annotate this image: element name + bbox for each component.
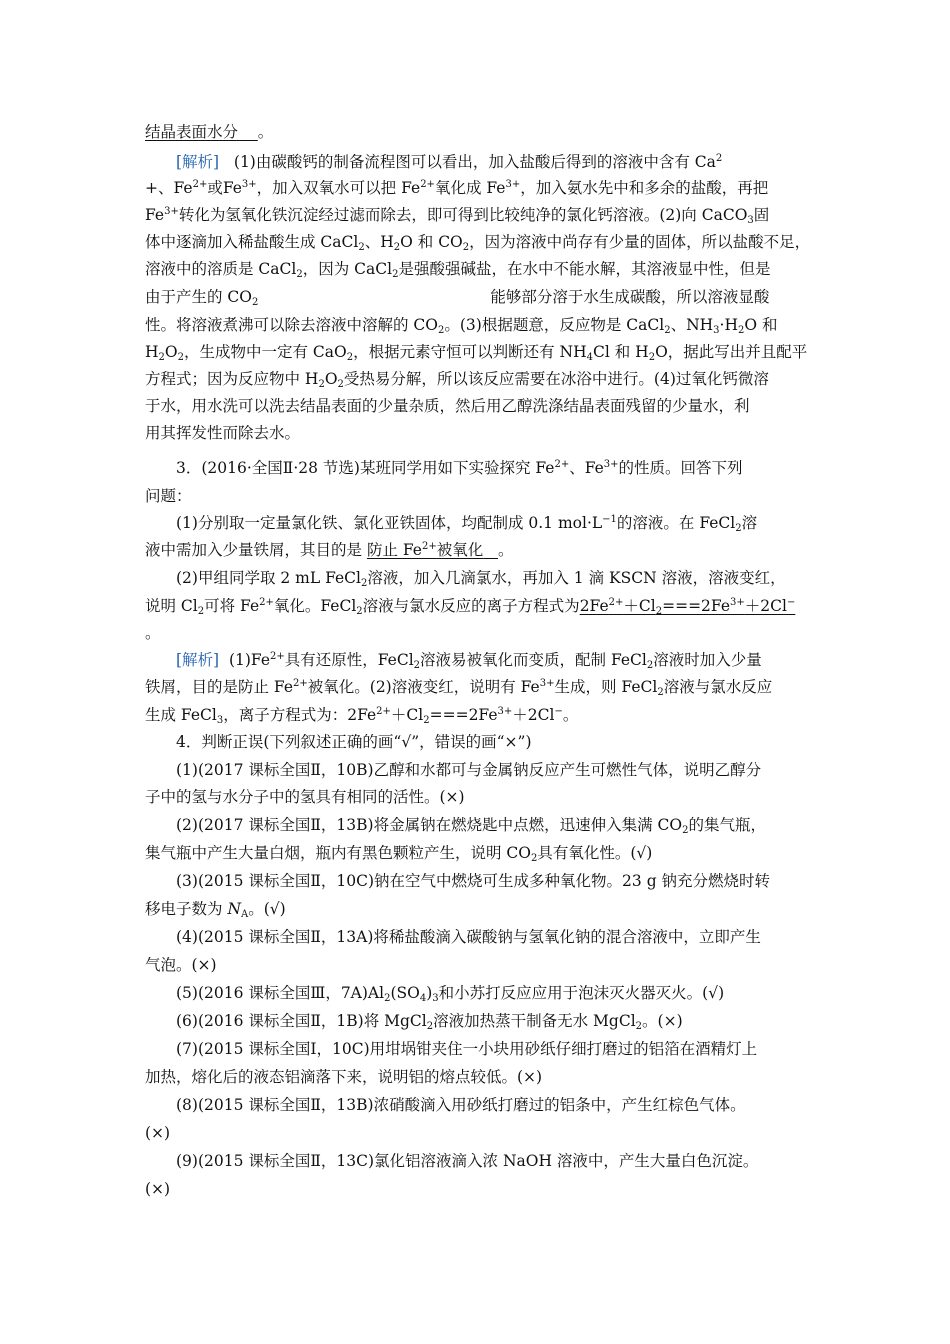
judgement-item: (9)(2015 课标全国Ⅱ，13C)氯化铝溶液滴入浓 NaOH 溶液中，产生大量白色沉淀。 — [176, 1152, 759, 1170]
analysis-line: 方程式；因为反应物中 $H_2O_2$受热易分解，所以该反应需要在冰浴中进行。(4)过氧化钙微溶 — [145, 370, 769, 390]
judgement-item: (3)(2015 课标全国Ⅱ，10C)钠在空气中燃烧可生成多种氧化物。23 g 钠充分燃烧时转 — [176, 872, 771, 890]
analysis-line: $Fe^{3+}$转化为氢氧化铁沉淀经过滤而除去，即可得到比较纯净的氯化钙溶液。(2)向 CaCO$_3$固 — [145, 206, 770, 226]
question-line: 问题： — [145, 487, 192, 505]
judgement-item: 子中的氢与水分子中的氢具有相同的活性。(×) — [145, 788, 465, 806]
analysis-tag: [解析] — [176, 153, 220, 171]
judgement-item: (7)(2015 课标全国Ⅰ，10C)用坩埚钳夹住一小块用砂纸仔细打磨过的铝箔在酒精灯上 — [176, 1040, 758, 1058]
judgement-item: (2)(2017 课标全国Ⅱ，13B)将金属钠在燃烧匙中点燃，迅速伸入集满 $CO_2$的集气瓶， — [176, 816, 766, 836]
question-title: 4．判断正误(下列叙述正确的画“√”，错误的画“×”) — [176, 733, 532, 751]
answer-blank: 防止 $Fe^{2+}$被氧化 — [366, 541, 484, 559]
analysis-line: 于水，用水洗可以洗去结晶表面的少量杂质，然后用乙醇洗涤结晶表面残留的少量水，利 — [145, 397, 750, 415]
judgement-item: (1)(2017 课标全国Ⅱ，10B)乙醇和水都可与金属钠反应产生可燃性气体，说明乙醇分 — [176, 761, 762, 779]
judgement-item: 气泡。(×) — [145, 956, 217, 974]
answer-blank: $2Fe^{2+}+Cl_2===2Fe^{3+}+2Cl^-$ — [579, 597, 796, 617]
judgement-item: (8)(2015 课标全国Ⅱ，13B)浓硝酸滴入用砂纸打磨过的铝条中，产生红棕色气体。 — [176, 1096, 746, 1114]
answer-blank: 结晶表面水分 — [145, 123, 239, 141]
judgement-item: (×) — [145, 1180, 171, 1198]
judgement-item: 加热，熔化后的液态铝滴落下来，说明铝的熔点较低。(×) — [145, 1068, 543, 1086]
question-line: (2)甲组同学取 2 mL FeCl$_2$溶液，加入几滴氯水，再加入 1 滴 KSCN 溶液，溶液变红， — [176, 569, 786, 589]
analysis-line: 溶液中的溶质是 CaCl$_2$，因为 CaCl$_2$是强酸强碱盐，在水中不能水解，其溶液显中性，但是 — [145, 260, 771, 280]
analysis-line: 由于产生的 $CO_2$ 能够部分溶于水生成碳酸，所以溶液显酸 — [145, 288, 770, 308]
analysis-line: 性。将溶液煮沸可以除去溶液中溶解的 $CO_2$。(3)根据题意，反应物是 CaCl$_2$、$NH_3\cdot H_2O$ 和 — [145, 316, 778, 336]
judgement-item: 集气瓶中产生大量白烟，瓶内有黑色颗粒产生，说明 $CO_2$具有氧化性。(√) — [145, 844, 653, 864]
question-line: 液中需加入少量铁屑，其目的是 防止 $Fe^{2+}$被氧化 。 — [145, 541, 514, 559]
analysis-line: 生成 FeCl$_3$，离子方程式为：$2Fe^{2+}+Cl_2===2Fe^{3+}+2Cl^-$。 — [145, 706, 579, 726]
judgement-item: (4)(2015 课标全国Ⅱ，13A)将稀盐酸滴入碳酸钠与氢氧化钠的混合溶液中，立即产生 — [176, 928, 761, 946]
analysis-line: +、$Fe^{2+}$或$Fe^{3+}$，加入双氧水可以把 $Fe^{2+}$氧化成 $Fe^{3+}$，加入氨水先中和多余的盐酸，再把 — [145, 179, 769, 197]
analysis-line: [解析] (1)由碳酸钙的制备流程图可以看出，加入盐酸后得到的溶液中含有 Ca$^2$ — [176, 153, 723, 171]
analysis-line: $H_2O_2$，生成物中一定有 CaO$_2$，根据元素守恒可以判断还有 $NH_4Cl$ 和 $H_2O$，据此写出并且配平 — [145, 343, 808, 363]
question-line: 3．(2016·全国Ⅱ·28 节选)某班同学用如下实验探究 $Fe^{2+}$、$Fe^{3+}$的性质。回答下列 — [176, 459, 743, 477]
analysis-line: 体中逐滴加入稀盐酸生成 CaCl$_2$、$H_2O$ 和 $CO_2$，因为溶液中尚存有少量的固体，所以盐酸不足， — [145, 233, 811, 253]
question-line: (1)分别取一定量氯化铁、氯化亚铁固体，均配制成 0.1 $mol\cdot L^{-1}$的溶液。在 FeCl$_2$溶 — [176, 514, 758, 534]
analysis-tag: [解析] — [176, 651, 220, 669]
question-line: 。 — [145, 624, 161, 642]
answer-line: 结晶表面水分 。 — [145, 123, 274, 141]
judgement-item: (6)(2016 课标全国Ⅱ，1B)将 MgCl$_2$溶液加热蒸干制备无水 MgCl$_2$。(×) — [176, 1012, 683, 1032]
question-line: 说明 $Cl_2$可将 $Fe^{2+}$氧化。FeCl$_2$溶液与氯水反应的离子方程式为$2Fe^{2+}+Cl_2===2Fe^{3+}+2Cl^-$ — [145, 597, 796, 617]
judgement-item: (5)(2016 课标全国Ⅲ，$7A)Al_2(SO_4)_3$和小苏打反应应用于泡沫灭火器灭火。(√) — [176, 984, 725, 1004]
judgement-item: 移电子数为 $N_A$。(√) — [145, 900, 286, 920]
analysis-line: 铁屑，目的是防止 $Fe^{2+}$被氧化。(2)溶液变红，说明有 $Fe^{3+}$生成，则 FeCl$_2$溶液与氯水反应 — [145, 678, 773, 698]
analysis-line: [解析] $(1)Fe^{2+}$具有还原性，FeCl$_2$溶液易被氧化而变质，配制 FeCl$_2$溶液时加入少量 — [176, 651, 762, 671]
judgement-item: (×) — [145, 1124, 171, 1142]
analysis-line: 用其挥发性而除去水。 — [145, 424, 301, 442]
